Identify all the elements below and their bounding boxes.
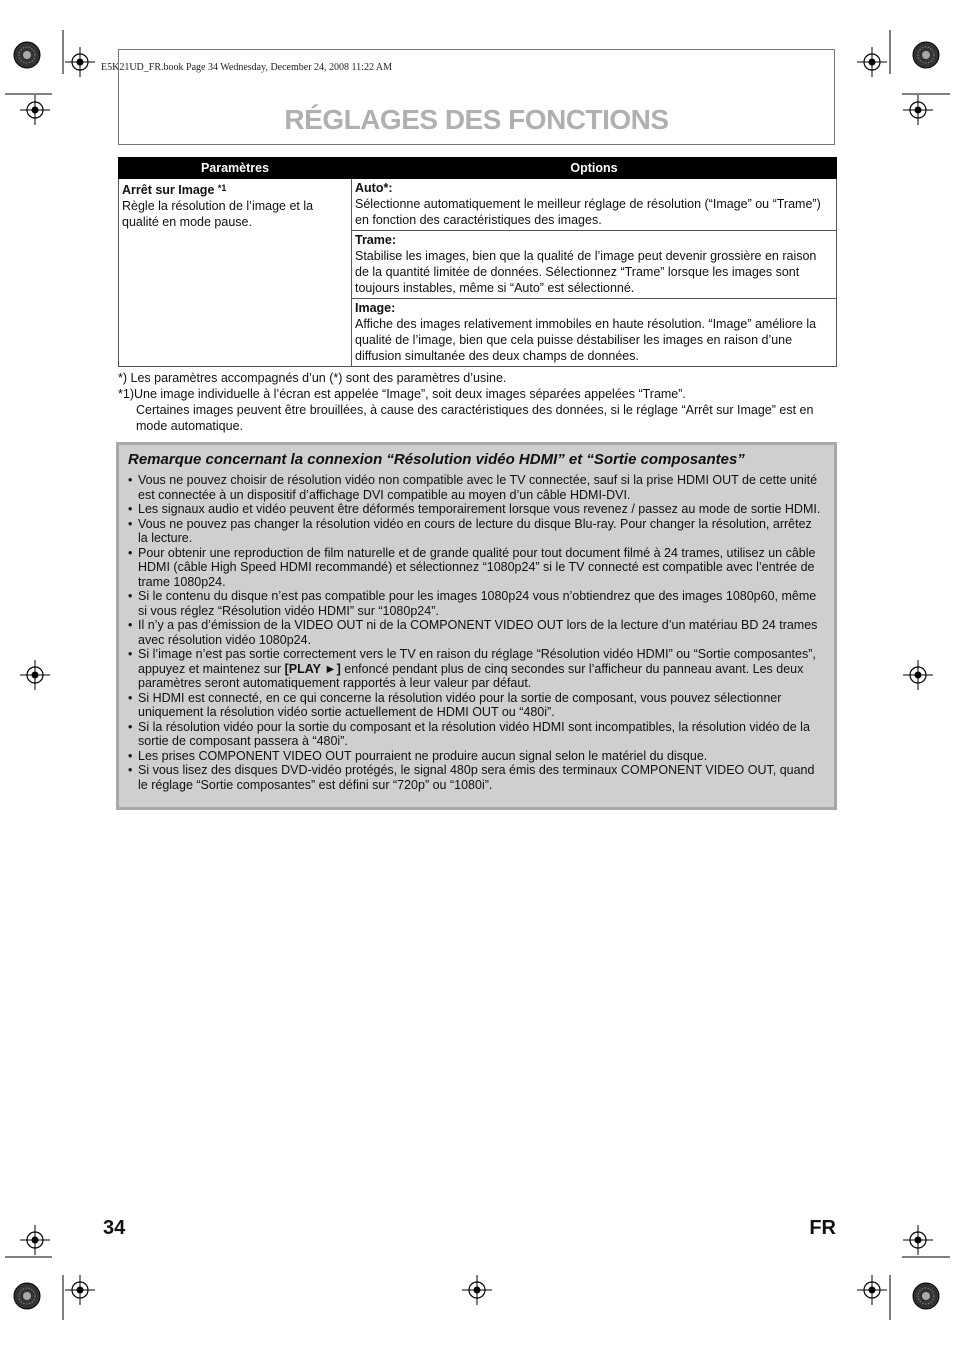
parameter-name: Arrêt sur Image	[122, 183, 215, 197]
option-text: Stabilise les images, bien que la qualité de l’image peut devenir grossière en raison de la quantité limitée de données. Sélectionnez “Trame” lorsque les images sont toujours instables, même si “Auto” est sélectionné.	[355, 249, 817, 295]
option-text: Sélectionne automatiquement le meilleur réglage de résolution (“Image” ou “Trame”) en fonction des caractéristiques des images.	[355, 197, 821, 227]
registration-mark	[65, 1275, 95, 1305]
registration-mark	[462, 1275, 492, 1305]
list-item: • Pour obtenir une reproduction de film naturelle et de grande qualité pour tout document filmé à 24 trames, utilisez un câble HDMI (câble High Speed HDMI recommandé) et sélectionnez “1080p24” si le TV connecté est compatible avec l’entrée de trame 1080p24.	[128, 546, 824, 590]
registration-mark	[20, 95, 50, 125]
footnotes	[118, 370, 838, 434]
list-item: • Les prises COMPONENT VIDEO OUT pourraient ne produire aucun signal selon le matériel du disque.	[128, 749, 824, 764]
option-cell-image	[352, 299, 837, 367]
registration-mark	[20, 660, 50, 690]
settings-table	[118, 157, 837, 367]
play-button-label: [PLAY ►]	[284, 661, 341, 676]
column-header-parameters: Paramètres	[119, 158, 352, 179]
registration-mark	[20, 1225, 50, 1255]
option-label: Trame:	[355, 233, 396, 247]
play-item-text-after: enfoncé pendant plus de cinq secondes sur l’afficheur du panneau avant. Les deux paramètres seront automatiquement rapportés à leur valeur par défaut.	[138, 661, 804, 690]
registration-mark	[857, 1275, 887, 1305]
registration-mark	[903, 1225, 933, 1255]
list-item: • Si la résolution vidéo pour la sortie du composant et la résolution vidéo HDMI sont incompatibles, la résolution vidéo de la sortie de composant passera à “480i”.	[128, 720, 824, 749]
registration-mark	[857, 47, 887, 77]
page-number: 34	[103, 1217, 126, 1239]
color-wheel-mark	[913, 42, 939, 68]
footnote-1-continued: Certaines images peuvent être brouillées, à cause des caractéristiques des données, si le réglage “Arrêt sur Image” est en mode automatique.	[136, 403, 814, 433]
option-cell-trame	[352, 231, 837, 299]
footnote-default: *) Les paramètres accompagnés d’un (*) sont des paramètres d’usine.	[118, 371, 507, 385]
list-item: • Si HDMI est connecté, en ce qui concerne la résolution vidéo pour la sortie de composant, vous pouvez sélectionner uniquement la résolution vidéo sortie actuellement de HDMI OUT ou “480i”.	[128, 691, 824, 720]
remark-box	[116, 442, 837, 810]
remark-list	[128, 473, 824, 792]
parameter-cell	[119, 179, 352, 367]
list-item: • Les signaux audio et vidéo peuvent être déformés temporairement lorsque vous revenez / passez au mode de sortie HDMI.	[128, 502, 824, 517]
option-cell-auto	[352, 179, 837, 231]
footnote-1: *1)Une image individuelle à l’écran est appelée “Image”, soit deux images séparées appelées “Trame”.	[118, 387, 686, 401]
column-header-options: Options	[352, 158, 837, 179]
page-title: RÉGLAGES DES FONCTIONS	[284, 104, 669, 135]
list-item: • Si vous lisez des disques DVD-vidéo protégés, le signal 480p sera émis des terminaux COMPONENT VIDEO OUT, quand le réglage “Sortie composantes” est défini sur “720p” ou “1080i”.	[128, 763, 824, 792]
option-label: Image:	[355, 301, 396, 315]
option-label: Auto*:	[355, 181, 393, 195]
list-item	[128, 647, 824, 691]
parameter-description: Règle la résolution de l’image et la qualité en mode pause.	[122, 199, 314, 229]
list-item: • Vous ne pouvez choisir de résolution vidéo non compatible avec le TV connectée, sauf si la prise HDMI OUT de cette unité est connectée à un dispositif d’affichage DVI compatible au moyen d’un câble HDMI-DVI.	[128, 473, 824, 502]
list-item: • Vous ne pouvez pas changer la résolution vidéo en cours de lecture du disque Blu-ray. Pour changer la résolution, arrêtez la lecture.	[128, 517, 824, 546]
table-header-row	[119, 158, 837, 179]
color-wheel-mark	[14, 42, 40, 68]
registration-mark	[903, 660, 933, 690]
remark-title: Remarque concernant la connexion “Résolution vidéo HDMI” et “Sortie composantes”	[128, 451, 745, 468]
color-wheel-mark	[913, 1283, 939, 1309]
list-item: • Si le contenu du disque n’est pas compatible pour les images 1080p24 vous n’obtiendrez que des images 1080p60, même si vous réglez “Résolution vidéo HDMI” sur “1080p24”.	[128, 589, 824, 618]
list-item: • Il n’y a pas d’émission de la VIDEO OUT ni de la COMPONENT VIDEO OUT lors de la lecture d’un matériau BD 24 trames avec résolution vidéo 1080p24.	[128, 618, 824, 647]
registration-mark	[903, 95, 933, 125]
table-row	[119, 179, 837, 231]
color-wheel-mark	[14, 1283, 40, 1309]
registration-mark	[65, 47, 95, 77]
book-header-line: E5K21UD_FR.book Page 34 Wednesday, December 24, 2008 11:22 AM	[101, 62, 393, 73]
language-label: FR	[809, 1217, 836, 1239]
play-item-text-before: Si l’image n’est pas sortie correctement vers le TV en raison du réglage “Résolution vidéo HDMI” ou “Sortie composantes”, appuyez et maintenez sur	[138, 647, 816, 676]
option-text: Affiche des images relativement immobiles en haute résolution. “Image” améliore la qualité de l’image, bien que cela puisse déstabiliser les images en raison d’une diffusion simultanée des deux champs de données.	[355, 317, 817, 363]
footnote-marker: *1	[217, 183, 227, 193]
